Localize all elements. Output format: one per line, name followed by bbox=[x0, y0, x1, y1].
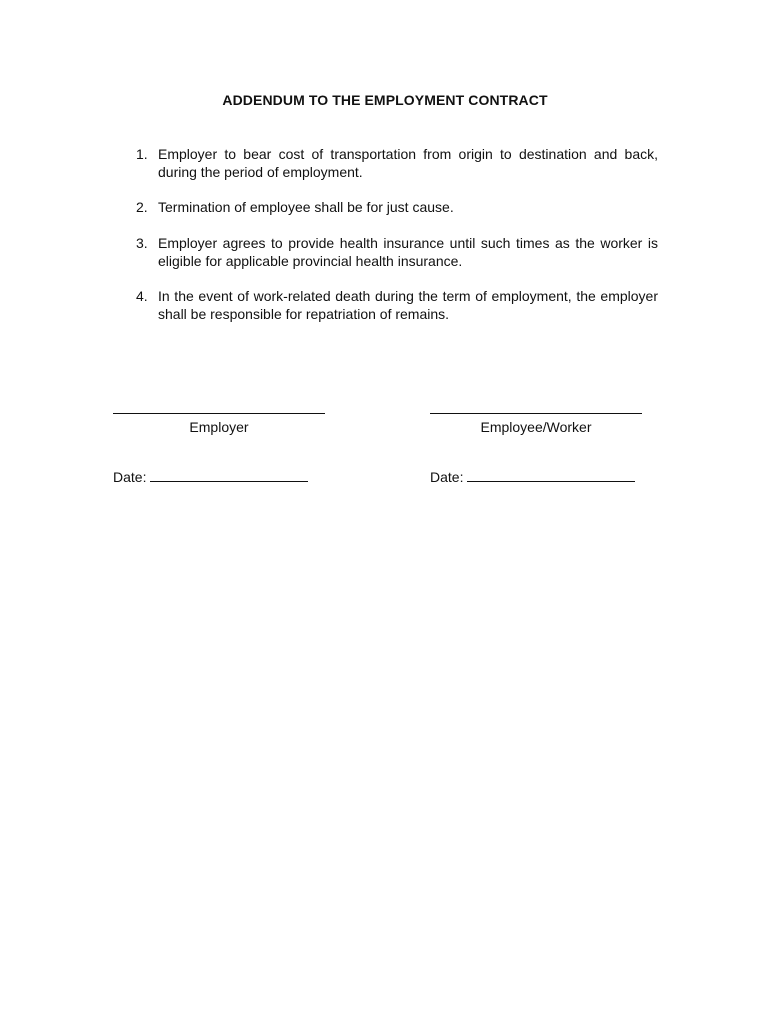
clause-number: 3. bbox=[136, 235, 148, 251]
clause-number: 2. bbox=[136, 199, 148, 215]
employee-date-field bbox=[430, 468, 635, 486]
employee-date-label: Date: bbox=[430, 469, 464, 485]
employee-signature-block bbox=[430, 412, 642, 436]
employee-date-blank[interactable] bbox=[467, 469, 635, 482]
employer-date-blank[interactable] bbox=[150, 469, 308, 482]
clause-text: In the event of work-related death during the term of employment, the employer shall be responsible for repatriation of remains. bbox=[158, 288, 658, 322]
clause-text: Termination of employee shall be for just cause. bbox=[158, 199, 454, 215]
employer-signature-line[interactable] bbox=[113, 412, 325, 414]
clause-number: 4. bbox=[136, 288, 148, 304]
employer-label: Employer bbox=[189, 419, 249, 435]
clause-text: Employer to bear cost of transportation from origin to destination and back, during the period of employment. bbox=[158, 146, 658, 180]
employee-signature-line[interactable] bbox=[430, 412, 642, 414]
clause-item bbox=[113, 234, 658, 270]
employer-signature-block bbox=[113, 412, 325, 436]
clause-item bbox=[113, 198, 658, 216]
employer-date-label: Date: bbox=[113, 469, 147, 485]
clause-item bbox=[113, 287, 658, 323]
clause-list bbox=[113, 145, 658, 323]
document-title: ADDENDUM TO THE EMPLOYMENT CONTRACT bbox=[222, 92, 548, 108]
employer-date-field bbox=[113, 468, 308, 486]
clause-text: Employer agrees to provide health insurance until such times as the worker is eligible for applicable provincial health insurance. bbox=[158, 235, 658, 269]
clause-number: 1. bbox=[136, 146, 148, 162]
clause-item bbox=[113, 145, 658, 181]
employee-label: Employee/Worker bbox=[480, 419, 592, 435]
